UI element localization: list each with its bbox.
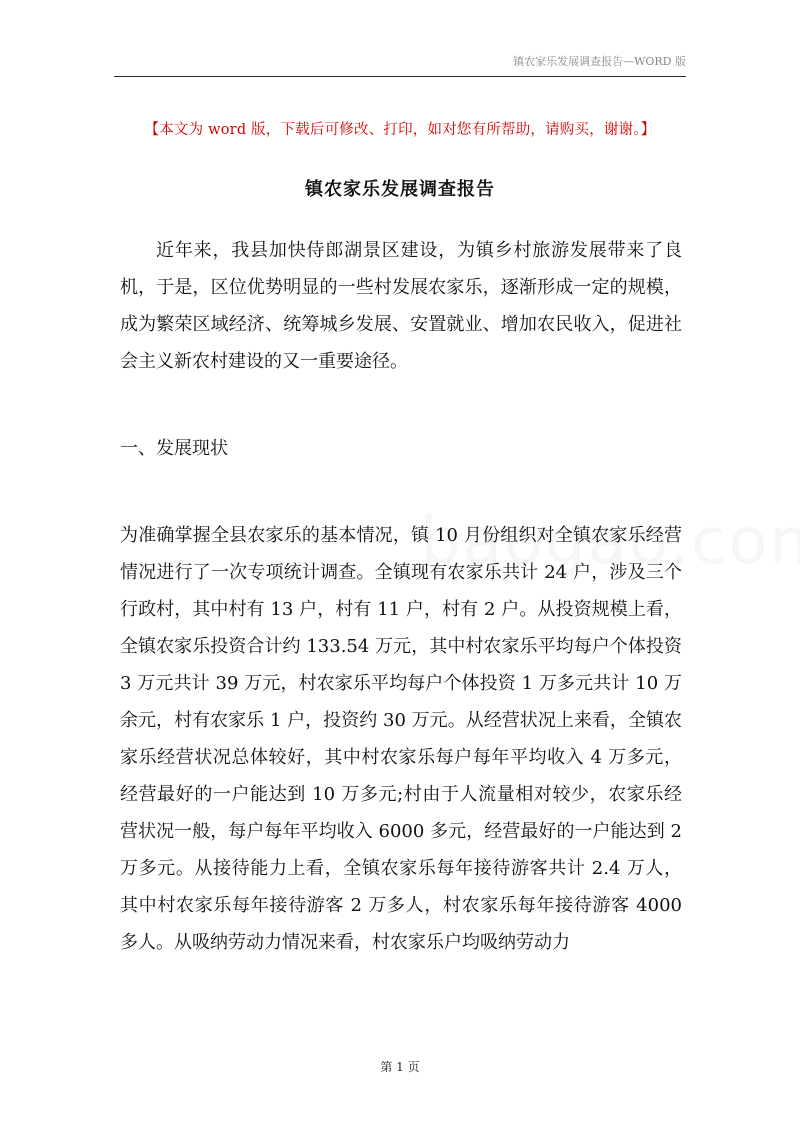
document-body — [120, 232, 682, 961]
document-title: 镇农家乐发展调查报告 — [305, 179, 495, 200]
section-heading: 一、发展现状 — [120, 438, 228, 459]
download-notice: 【本文为 word 版，下载后可修改、打印，如对您有所帮助，请购买，谢谢。】 — [144, 122, 656, 138]
header-text: 镇农家乐发展调查报告—WORD 版 — [513, 55, 686, 68]
body-paragraph: 为准确掌握全县农家乐的基本情况，镇 10 月份组织对全镇农家乐经营情况进行了一次专项统计调查。全镇现有农家乐共计 24 户，涉及三个行政村，其中村有 13 户，村有 11 户，村有 2 户。从投资规模上看，全镇农家乐投资合计约 133.54 万元，其中村农家乐平均每户个体投资 3 万元共计 39 万元，村农家乐平均每户个体投资 1 万多元共计 10 万余元，村有农家乐 1 户，投资约 30 万元。从经营状况上来看，全镇农家乐经营状况总体较好，其中村农家乐每户每年平均收入 4 万多元，经营最好的一户能达到 10 万多元;村由于人流量相对较少，农家乐经营状况一般，每户每年平均收入 6000 多元，经营最好的一户能达到 2 万多元。从接待能力上看，全镇农家乐每年接待游客共计 2.4 万人，其中村农家乐每年接待游客 2 万多人，村农家乐每年接待游客 4000 多人。从吸纳劳动力情况来看，村农家乐户均吸纳劳动力 — [120, 525, 682, 953]
page-number: 第 1 页 — [380, 1060, 420, 1074]
intro-paragraph: 近年来，我县加快侍郎湖景区建设，为镇乡村旅游发展带来了良机，于是，区位优势明显的一些村发展农家乐，逐渐形成一定的规模，成为繁荣区域经济、统筹城乡发展、安置就业、增加农民收入，促进社会主义新农村建设的又一重要途径。 — [120, 240, 682, 372]
page-header — [114, 52, 686, 77]
